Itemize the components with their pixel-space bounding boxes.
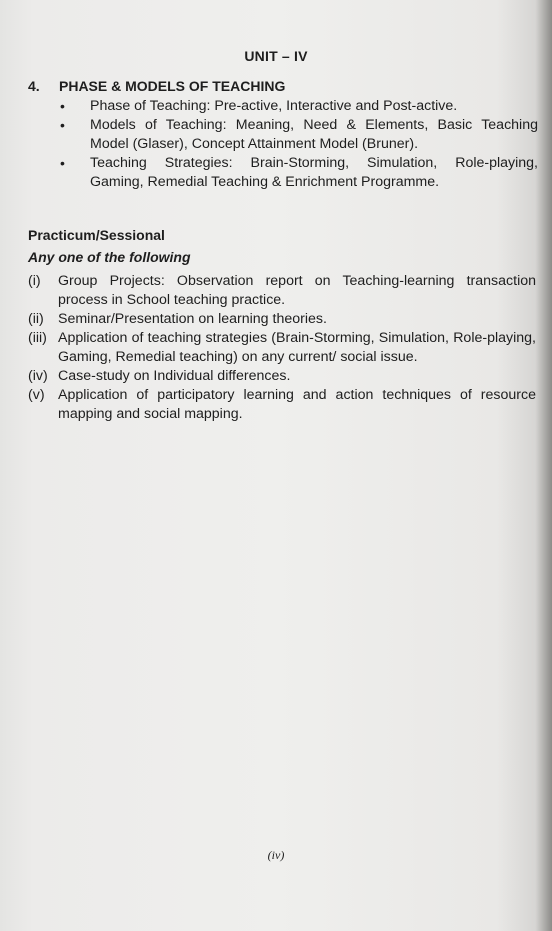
practicum-item [28, 272, 536, 310]
item-numeral: (ii) [28, 311, 44, 327]
practicum-item [28, 329, 536, 367]
topic-bullet-list [60, 97, 538, 192]
section-heading [28, 78, 285, 94]
practicum-item [28, 310, 536, 329]
item-text: Case-study on Individual differences. [58, 368, 291, 384]
bullet-item: • Models of Teaching: Meaning, Need & Elements, Basic Teaching Model (Glaser), Concept Attainment Model (Bruner). [60, 116, 538, 154]
item-numeral: (iii) [28, 330, 47, 346]
item-text: Seminar/Presentation on learning theories. [58, 311, 327, 327]
item-text: Application of teaching strategies (Brain-Storming, Simulation, Role-playing, Gaming, Remedial teaching) on any current/ social issue. [58, 330, 536, 365]
item-numeral: (iv) [28, 368, 48, 384]
practicum-item [28, 367, 536, 386]
item-numeral: (i) [28, 273, 41, 289]
practicum-heading: Practicum/Sessional [28, 227, 165, 243]
practicum-item [28, 386, 536, 424]
page-number: (iv) [267, 848, 285, 862]
item-numeral: (v) [28, 387, 45, 403]
practicum-list [28, 272, 536, 424]
bullet-item: • Teaching Strategies: Brain-Storming, Simulation, Role-playing, Gaming, Remedial Teaching & Enrichment Programme. [60, 154, 538, 192]
section-number: 4. [28, 78, 40, 94]
practicum-instruction: Any one of the following [28, 249, 191, 265]
item-text: Group Projects: Observation report on Teaching-learning transaction process in School teaching practice. [58, 273, 536, 308]
item-text: Application of participatory learning and action techniques of resource mapping and social mapping. [58, 387, 536, 422]
section-title: PHASE & MODELS OF TEACHING [59, 78, 286, 94]
unit-title: UNIT – IV [244, 48, 308, 64]
bullet-item: • Phase of Teaching: Pre-active, Interactive and Post-active. [60, 97, 538, 116]
